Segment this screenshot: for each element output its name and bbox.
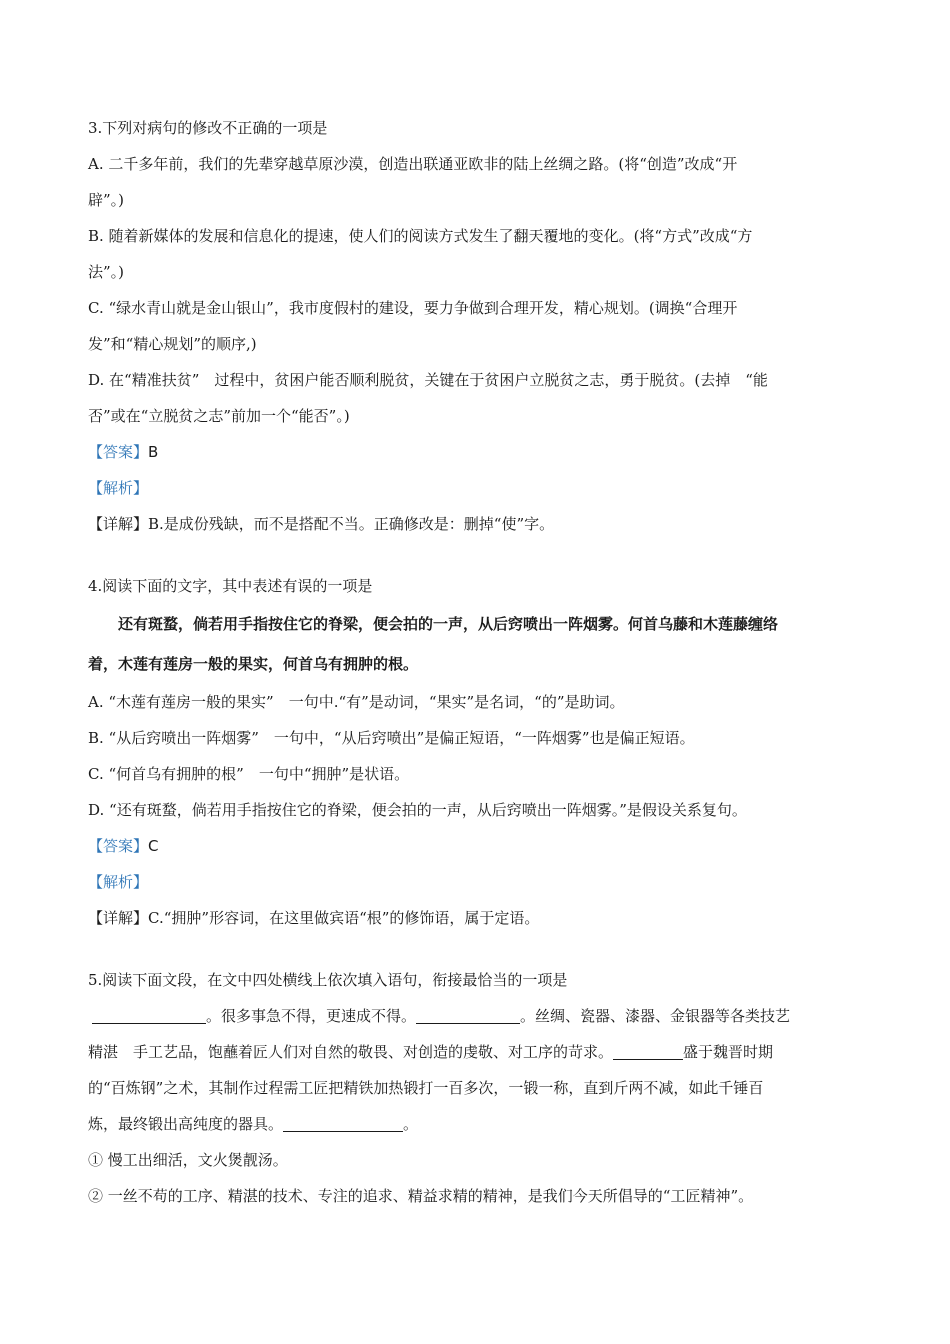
analysis-tag: 【解析】 bbox=[88, 479, 149, 497]
q4-option-d: D. “还有斑蝥，倘若用手指按住它的脊梁，便会拍的一声，从后窍喷出一阵烟雾。”是假设关系复句。 bbox=[88, 801, 747, 819]
detail-text: C.“拥肿”形容词，在这里做宾语“根”的修饰语，属于定语。 bbox=[148, 909, 540, 927]
document-page bbox=[88, 110, 878, 1214]
q5-choice-2: ② 一丝不苟的工序、精湛的技术、专注的追求、精益求精的精神，是我们今天所倡导的“工匠精神”。 bbox=[88, 1187, 754, 1205]
answer-tag: 【答案】 bbox=[88, 443, 149, 461]
detail-text: B.是成份残缺，而不是搭配不当。正确修改是：删掉“使”字。 bbox=[148, 515, 555, 533]
q4-option-a: A. “木莲有莲房一般的果实” 一句中.“有”是动词，“果实”是名词，“的”是助词。 bbox=[88, 693, 625, 711]
q3-option-c-line1: C. “绿水青山就是金山银山”，我市度假村的建设，要力争做到合理开发，精心规划。(调换“合理开 bbox=[88, 299, 738, 317]
q4-analysis bbox=[88, 864, 878, 900]
answer-tag: 【答案】 bbox=[88, 837, 149, 855]
fill-blank-3[interactable] bbox=[613, 1041, 683, 1060]
q3-option-d-line2: 否”或在“立脱贫之志”前加一个“能否”。) bbox=[88, 407, 350, 425]
fill-blank-2[interactable] bbox=[416, 1005, 520, 1024]
q5-passage-line3: 的“百炼钢”之术，其制作过程需工匠把精铁加热锻打一百多次，一锻一称，直到斤两不减，如此千锤百 bbox=[88, 1079, 764, 1097]
q5-passage-line1: 。很多事急不得，更速成不得。 。丝绸、瓷器、漆器、金银器等各类技艺 bbox=[88, 998, 878, 1034]
q4-detail bbox=[88, 900, 878, 936]
q5-passage-line2: 精湛 手工艺品，饱蘸着匠人们对自然的敬畏、对创造的虔敬、对工序的苛求。 盛于魏晋时期 bbox=[88, 1043, 774, 1061]
q3-option-d-line1: D. 在“精准扶贫” 过程中，贫困户能否顺利脱贫，关键在于贫困户立脱贫之志，勇于脱贫。(去掉 “能 bbox=[88, 371, 768, 389]
q5-stem: 5.阅读下面文段，在文中四处横线上依次填入语句，衔接最恰当的一项是 bbox=[88, 971, 568, 989]
q3-option-b-line2: 法”。) bbox=[88, 263, 125, 281]
detail-tag: 【详解】 bbox=[88, 909, 149, 927]
q5-passage-line4: 炼，最终锻出高纯度的器具。 。 bbox=[88, 1115, 419, 1133]
q3-option-b-line1: B. 随着新媒体的发展和信息化的提速，使人们的阅读方式发生了翻天覆地的变化。(将“方式”改成“方 bbox=[88, 227, 753, 245]
q5-choice-1: ① 慢工出细活，文火煲靓汤。 bbox=[88, 1151, 288, 1169]
q4-option-b: B. “从后窍喷出一阵烟雾” 一句中，“从后窍喷出”是偏正短语，“一阵烟雾”也是偏正短语。 bbox=[88, 729, 695, 747]
q3-analysis bbox=[88, 470, 878, 506]
fill-blank-1[interactable] bbox=[92, 1005, 206, 1024]
q4-passage-line2: 着，木莲有莲房一般的果实，何首乌有拥肿的根。 bbox=[88, 655, 419, 673]
q4-stem: 4.阅读下面的文字，其中表述有误的一项是 bbox=[88, 577, 373, 595]
q4-option-c: C. “何首乌有拥肿的根” 一句中“拥肿”是状语。 bbox=[88, 765, 410, 783]
q4-passage-line1: 还有斑蝥，倘若用手指按住它的脊梁，便会拍的一声，从后窍喷出一阵烟雾。何首乌藤和木莲藤缠络 bbox=[118, 615, 779, 633]
q4-answer bbox=[88, 828, 878, 864]
q3-option-a-line2: 辟”。) bbox=[88, 191, 125, 209]
answer-value: C bbox=[148, 837, 159, 855]
q3-detail bbox=[88, 506, 878, 542]
q3-option-c-line2: 发”和“精心规划”的顺序,) bbox=[88, 335, 257, 353]
detail-tag: 【详解】 bbox=[88, 515, 149, 533]
q3-stem: 3.下列对病句的修改不正确的一项是 bbox=[88, 119, 328, 137]
q3-answer bbox=[88, 434, 878, 470]
analysis-tag: 【解析】 bbox=[88, 873, 149, 891]
fill-blank-4[interactable] bbox=[283, 1113, 403, 1132]
answer-value: B bbox=[148, 443, 159, 461]
q3-option-a-line1: A. 二千多年前，我们的先辈穿越草原沙漠，创造出联通亚欧非的陆上丝绸之路。(将“创造”改成“开 bbox=[88, 155, 738, 173]
